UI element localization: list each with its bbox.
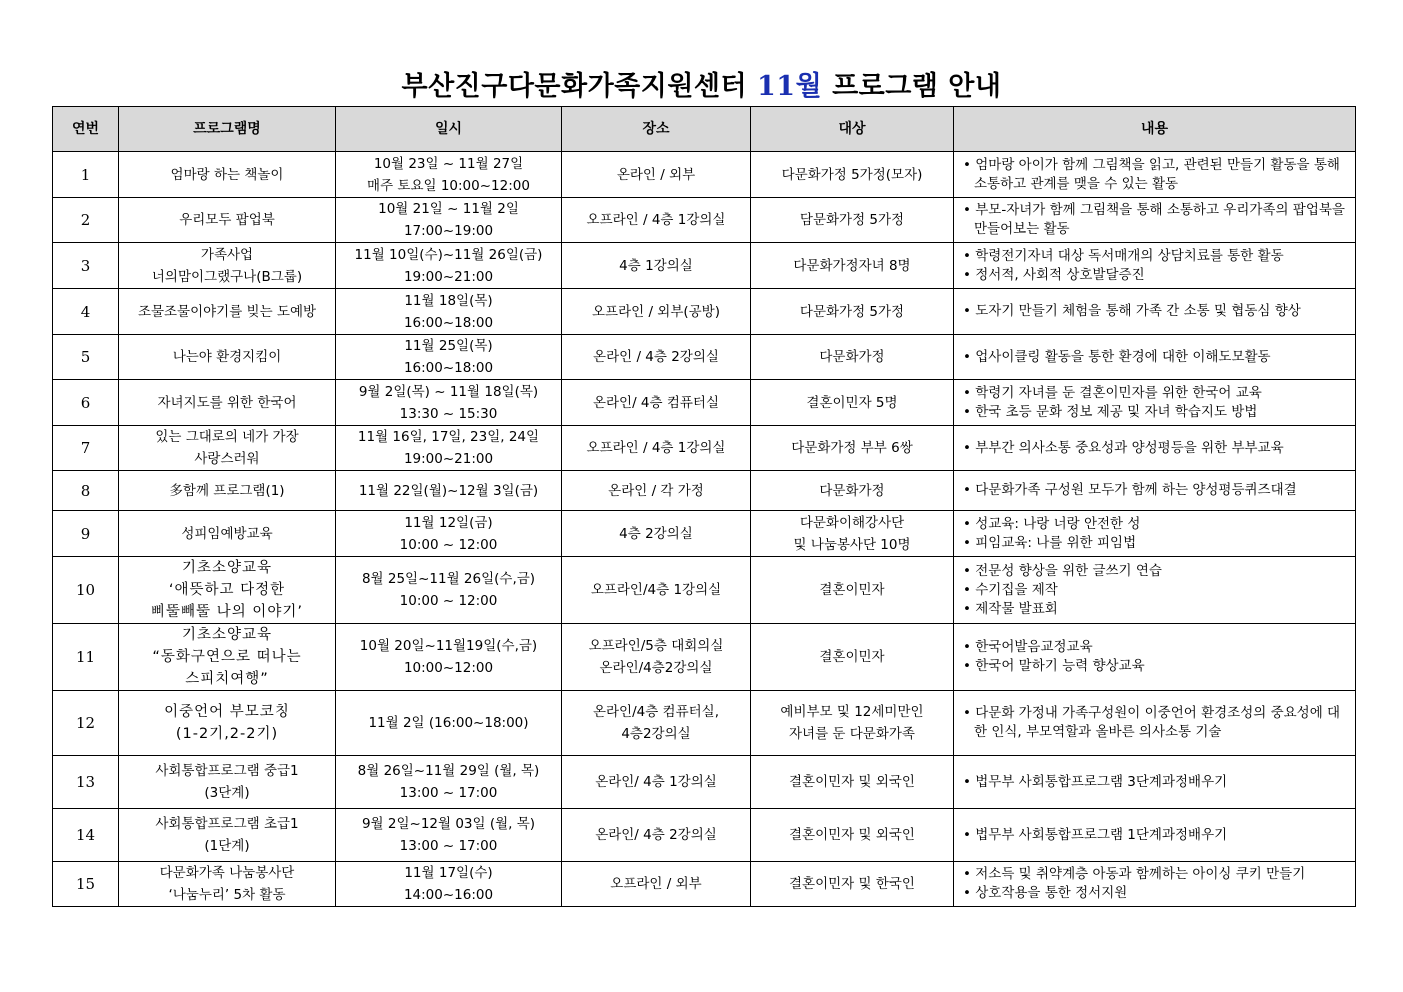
cell-date — [336, 335, 562, 380]
cell-content-line: • 전문성 향상을 위한 글쓰기 연습 — [960, 562, 1349, 581]
cell-program-name — [119, 198, 336, 243]
cell-date — [336, 471, 562, 511]
table-row — [53, 426, 1356, 471]
cell-date-line: 매주 토요일 10:00~12:00 — [367, 177, 530, 194]
cell-place-line: 오프라인 / 4층 1강의실 — [586, 212, 726, 228]
cell-program-name — [119, 335, 336, 380]
table-row — [53, 471, 1356, 511]
cell-date-line: 11월 22일(월)~12월 3일(금) — [358, 482, 539, 499]
cell-date-line: 10:00 ~ 12:00 — [399, 593, 498, 609]
cell-program-name-line: 자녀지도를 위한 한국어 — [157, 394, 297, 411]
cell-program-name-line: 성피임예방교육 — [181, 525, 273, 542]
cell-no: 13 — [53, 756, 119, 809]
cell-target-line: 결혼이민자 5명 — [806, 394, 898, 411]
cell-place — [562, 426, 751, 471]
cell-no: 1 — [53, 152, 119, 198]
cell-program-name-line: 多함께 프로그램(1) — [169, 482, 285, 499]
cell-date-line: 13:00 ~ 17:00 — [399, 785, 498, 801]
cell-place — [562, 335, 751, 380]
cell-place — [562, 471, 751, 511]
cell-date-line: 13:30 ~ 15:30 — [399, 405, 498, 422]
cell-program-name-line: 있는 그대로의 네가 가장 — [155, 429, 299, 445]
table-row — [53, 380, 1356, 426]
title-main: 부산진구다문화가족지원센터 — [401, 71, 748, 102]
cell-date — [336, 557, 562, 624]
cell-content — [954, 691, 1356, 756]
cell-target-line: 다문화가정 5가정(모자) — [781, 166, 923, 183]
cell-program-name — [119, 691, 336, 756]
cell-target — [751, 756, 954, 809]
cell-date-line: 19:00~21:00 — [403, 451, 494, 467]
cell-content — [954, 426, 1356, 471]
cell-date — [336, 198, 562, 243]
cell-place-line: 4층2강의실 — [621, 726, 691, 742]
cell-content — [954, 809, 1356, 862]
cell-content-line: • 부부간 의사소통 중요성과 양성평등을 위한 부부교육 — [960, 439, 1349, 458]
cell-date-line: 11월 17일(수) — [404, 865, 493, 881]
table-row — [53, 198, 1356, 243]
cell-target-line: 결혼이민자 및 한국인 — [789, 876, 915, 892]
cell-program-name-line: 조물조물이야기를 빚는 도예방 — [137, 303, 317, 320]
table-row — [53, 557, 1356, 624]
table-row — [53, 289, 1356, 335]
cell-target — [751, 691, 954, 756]
cell-program-name-line: 삐뚤빼뚤 나의 이야기’ — [151, 604, 303, 620]
table-row — [53, 809, 1356, 862]
cell-program-name-line: 사회통합프로그램 초급1 — [155, 816, 299, 832]
cell-program-name-line: 이중언어 부모코칭 — [164, 704, 290, 720]
cell-date-line: 8월 25일~11월 26일(수,금) — [361, 571, 536, 587]
cell-target-line: 다문화가정 — [819, 349, 885, 365]
cell-place-line: 오프라인 / 외부(공방) — [592, 303, 720, 320]
cell-date-line: 8월 26일~11월 29일 (월, 목) — [357, 763, 540, 779]
cell-content-line: • 성교육: 나랑 너랑 안전한 성 — [960, 515, 1349, 534]
cell-date-line: 11월 25일(목) — [404, 338, 493, 354]
cell-place — [562, 756, 751, 809]
cell-date-line: 11월 16일, 17일, 23일, 24일 — [357, 429, 540, 445]
cell-content-line: • 도자기 만들기 체험을 통해 가족 간 소통 및 협동심 향상 — [960, 302, 1349, 321]
cell-target — [751, 152, 954, 198]
cell-date-line: 16:00~18:00 — [403, 360, 494, 376]
cell-program-name — [119, 380, 336, 426]
cell-place-line: 온라인/4층 컴퓨터실, — [592, 704, 720, 720]
cell-place — [562, 862, 751, 907]
cell-target-line: 및 나눔봉사단 10명 — [793, 536, 911, 553]
cell-date-line: 11월 18일(목) — [404, 292, 493, 309]
cell-place — [562, 289, 751, 335]
header-target: 대상 — [751, 107, 954, 152]
cell-date — [336, 862, 562, 907]
cell-program-name-line: 스피치여행” — [185, 671, 269, 687]
page-title — [0, 64, 1403, 103]
cell-target-line: 자녀를 둔 다문화가족 — [789, 726, 915, 742]
cell-target-line: 예비부모 및 12세미만인 — [780, 704, 924, 720]
cell-date-line: 9월 2일~12월 03일 (월, 목) — [361, 816, 536, 832]
cell-date — [336, 152, 562, 198]
cell-place-line: 온라인 / 4층 2강의실 — [593, 349, 719, 365]
cell-program-name — [119, 289, 336, 335]
cell-date-line: 13:00 ~ 17:00 — [399, 838, 498, 854]
cell-program-name-line: 엄마랑 하는 책놀이 — [170, 166, 284, 183]
cell-content-line: • 정서적, 사회적 상호발달증진 — [960, 266, 1349, 285]
header-program-name: 프로그램명 — [119, 107, 336, 152]
cell-content — [954, 243, 1356, 289]
cell-no: 10 — [53, 557, 119, 624]
cell-program-name-line: “동화구연으로 떠나는 — [152, 649, 302, 665]
cell-program-name-line: 다문화가족 나눔봉사단 — [159, 865, 295, 881]
cell-content-line: • 상호작용을 통한 정서지원 — [960, 884, 1349, 903]
cell-program-name-line: (1-2기,2-2기) — [175, 726, 279, 742]
cell-target — [751, 380, 954, 426]
cell-content — [954, 756, 1356, 809]
cell-date-line: 14:00~16:00 — [403, 887, 494, 903]
cell-date — [336, 426, 562, 471]
cell-content — [954, 198, 1356, 243]
cell-program-name — [119, 624, 336, 691]
cell-place — [562, 557, 751, 624]
cell-place — [562, 198, 751, 243]
cell-program-name — [119, 756, 336, 809]
cell-content — [954, 335, 1356, 380]
cell-content-line: • 부모-자녀가 함께 그림책을 통해 소통하고 우리가족의 팝업북을 만들어보는 활동 — [960, 201, 1349, 239]
cell-program-name-line: ‘나눔누리’ 5차 활동 — [168, 887, 286, 903]
cell-date-line: 19:00~21:00 — [403, 268, 494, 285]
table-row — [53, 862, 1356, 907]
cell-program-name — [119, 152, 336, 198]
cell-program-name — [119, 471, 336, 511]
cell-place-line: 온라인/4층2강의실 — [599, 660, 713, 676]
cell-date-line: 10:00~12:00 — [403, 660, 494, 676]
cell-content-line: • 피임교육: 나를 위한 피임법 — [960, 534, 1349, 553]
table-row — [53, 335, 1356, 380]
cell-content-line: • 한국어발음교정교육 — [960, 638, 1349, 657]
cell-target-line: 다문화가정 부부 6쌍 — [791, 440, 913, 456]
cell-program-name — [119, 809, 336, 862]
cell-place — [562, 809, 751, 862]
cell-no: 3 — [53, 243, 119, 289]
cell-content-line: • 저소득 및 취약계층 아동과 함께하는 아이싱 쿠키 만들기 — [960, 865, 1349, 884]
cell-no: 15 — [53, 862, 119, 907]
cell-date-line: 10월 20일~11월19일(수,금) — [359, 638, 538, 654]
cell-date-line: 11월 2일 (16:00~18:00) — [368, 715, 529, 731]
cell-no: 5 — [53, 335, 119, 380]
cell-program-name-line: (3단계) — [204, 785, 250, 801]
title-month: 11월 — [757, 71, 823, 102]
table-row — [53, 243, 1356, 289]
cell-no: 11 — [53, 624, 119, 691]
cell-date — [336, 691, 562, 756]
cell-program-name — [119, 862, 336, 907]
cell-place — [562, 691, 751, 756]
cell-target — [751, 511, 954, 557]
cell-content — [954, 511, 1356, 557]
cell-content-line: • 다문화 가정내 가족구성원이 이중언어 환경조성의 중요성에 대한 인식, 부모역할과 올바른 의사소통 기술 — [960, 704, 1349, 742]
cell-content — [954, 557, 1356, 624]
cell-no: 7 — [53, 426, 119, 471]
cell-place — [562, 624, 751, 691]
program-table — [52, 106, 1356, 907]
cell-content-line: • 학령기 자녀를 둔 결혼이민자를 위한 한국어 교육 — [960, 384, 1349, 403]
cell-target-line: 다문화가정자녀 8명 — [793, 257, 911, 274]
cell-target — [751, 624, 954, 691]
cell-program-name-line: 나는야 환경지킴이 — [172, 349, 282, 365]
cell-program-name-line: 사랑스러워 — [194, 451, 260, 467]
table-body — [53, 152, 1356, 907]
cell-date — [336, 243, 562, 289]
cell-target-line: 결혼이민자 및 외국인 — [789, 827, 915, 843]
cell-date-line: 9월 2일(목) ~ 11월 18일(목) — [358, 383, 539, 400]
cell-place-line: 오프라인 / 외부 — [610, 876, 702, 892]
cell-place-line: 온라인 / 외부 — [616, 166, 696, 183]
cell-place-line: 온라인/ 4층 1강의실 — [595, 774, 717, 790]
cell-no: 8 — [53, 471, 119, 511]
cell-place — [562, 243, 751, 289]
cell-content-line: • 법무부 사회통합프로그램 3단계과정배우기 — [960, 773, 1349, 792]
cell-date — [336, 511, 562, 557]
cell-no: 4 — [53, 289, 119, 335]
table-row — [53, 756, 1356, 809]
cell-program-name — [119, 511, 336, 557]
cell-target — [751, 335, 954, 380]
cell-content-line: • 한국어 말하기 능력 향상교육 — [960, 657, 1349, 676]
cell-date-line: 10월 23일 ~ 11월 27일 — [373, 155, 524, 172]
cell-date-line: 10월 21일 ~ 11월 2일 — [378, 201, 519, 217]
cell-content — [954, 380, 1356, 426]
cell-target — [751, 471, 954, 511]
cell-content — [954, 289, 1356, 335]
cell-content-line: • 학령전기자녀 대상 독서매개의 상담치료를 통한 활동 — [960, 247, 1349, 266]
header-no: 연번 — [53, 107, 119, 152]
cell-date-line: 10:00 ~ 12:00 — [399, 536, 498, 553]
table-header-row — [53, 107, 1356, 152]
cell-target — [751, 557, 954, 624]
cell-content-line: • 한국 초등 문화 정보 제공 및 자녀 학습지도 방법 — [960, 403, 1349, 422]
cell-place-line: 오프라인/5층 대회의실 — [588, 638, 724, 654]
cell-content-line: • 다문화가족 구성원 모두가 함께 하는 양성평등퀴즈대결 — [960, 481, 1349, 500]
cell-program-name-line: (1단계) — [204, 838, 250, 854]
cell-no: 12 — [53, 691, 119, 756]
cell-content — [954, 862, 1356, 907]
cell-no: 14 — [53, 809, 119, 862]
cell-target-line: 결혼이민자 및 외국인 — [789, 774, 915, 790]
cell-content-line: • 엄마랑 아이가 함께 그림책을 읽고, 관련된 만들기 활동을 통해 소통하고 관계를 맺을 수 있는 활동 — [960, 156, 1349, 194]
cell-target — [751, 289, 954, 335]
cell-program-name-line: 너의맘이그랬구나(B그룹) — [151, 268, 303, 285]
cell-content — [954, 152, 1356, 198]
cell-date-line: 17:00~19:00 — [403, 223, 494, 239]
cell-place — [562, 152, 751, 198]
cell-program-name-line: 사회통합프로그램 중급1 — [155, 763, 299, 779]
cell-date — [336, 809, 562, 862]
cell-place — [562, 511, 751, 557]
cell-target — [751, 809, 954, 862]
cell-target-line: 결혼이민자 — [819, 649, 885, 665]
cell-place-line: 4층 1강의실 — [619, 257, 693, 274]
cell-date — [336, 289, 562, 335]
cell-content — [954, 624, 1356, 691]
table-row — [53, 691, 1356, 756]
cell-program-name-line: 우리모두 팝업북 — [179, 212, 275, 228]
cell-place-line: 온라인 / 각 가정 — [608, 482, 704, 499]
cell-program-name — [119, 243, 336, 289]
cell-program-name-line: 가족사업 — [200, 246, 254, 263]
cell-target-line: 다문화가정 5가정 — [799, 303, 905, 320]
cell-program-name-line: ‘애뜻하고 다정한 — [168, 582, 286, 598]
cell-place-line: 오프라인/4층 1강의실 — [590, 582, 722, 598]
cell-program-name — [119, 426, 336, 471]
header-place: 장소 — [562, 107, 751, 152]
table-row — [53, 152, 1356, 198]
cell-target — [751, 243, 954, 289]
cell-no: 2 — [53, 198, 119, 243]
cell-place-line: 온라인/ 4층 컴퓨터실 — [592, 394, 720, 411]
cell-target — [751, 426, 954, 471]
cell-place-line: 온라인/ 4층 2강의실 — [595, 827, 717, 843]
cell-place-line: 오프라인 / 4층 1강의실 — [586, 440, 726, 456]
cell-target-line: 다문화이해강사단 — [799, 514, 905, 531]
cell-target-line: 다문화가정 — [819, 482, 885, 499]
cell-content-line: • 제작물 발표회 — [960, 600, 1349, 619]
cell-target-line: 담문화가정 5가정 — [799, 212, 905, 228]
cell-date-line: 16:00~18:00 — [403, 314, 494, 331]
cell-program-name-line: 기초소양교육 — [181, 627, 273, 643]
cell-content-line: • 업사이클링 활동을 통한 환경에 대한 이해도모활동 — [960, 348, 1349, 367]
table-row — [53, 624, 1356, 691]
header-date: 일시 — [336, 107, 562, 152]
cell-place — [562, 380, 751, 426]
cell-date — [336, 380, 562, 426]
cell-no: 9 — [53, 511, 119, 557]
cell-target-line: 결혼이민자 — [819, 582, 885, 598]
cell-content-line: • 수기집을 제작 — [960, 581, 1349, 600]
cell-date-line: 11월 12일(금) — [404, 514, 493, 531]
cell-date — [336, 624, 562, 691]
cell-date-line: 11월 10일(수)~11월 26일(금) — [354, 246, 543, 263]
cell-content-line: • 법무부 사회통합프로그램 1단계과정배우기 — [960, 826, 1349, 845]
header-content: 내용 — [954, 107, 1356, 152]
cell-place-line: 4층 2강의실 — [619, 525, 693, 542]
cell-content — [954, 471, 1356, 511]
table-row — [53, 511, 1356, 557]
cell-date — [336, 756, 562, 809]
cell-target — [751, 862, 954, 907]
title-rest: 프로그램 안내 — [832, 71, 1002, 102]
cell-program-name — [119, 557, 336, 624]
cell-target — [751, 198, 954, 243]
cell-no: 6 — [53, 380, 119, 426]
cell-program-name-line: 기초소양교육 — [181, 560, 273, 576]
